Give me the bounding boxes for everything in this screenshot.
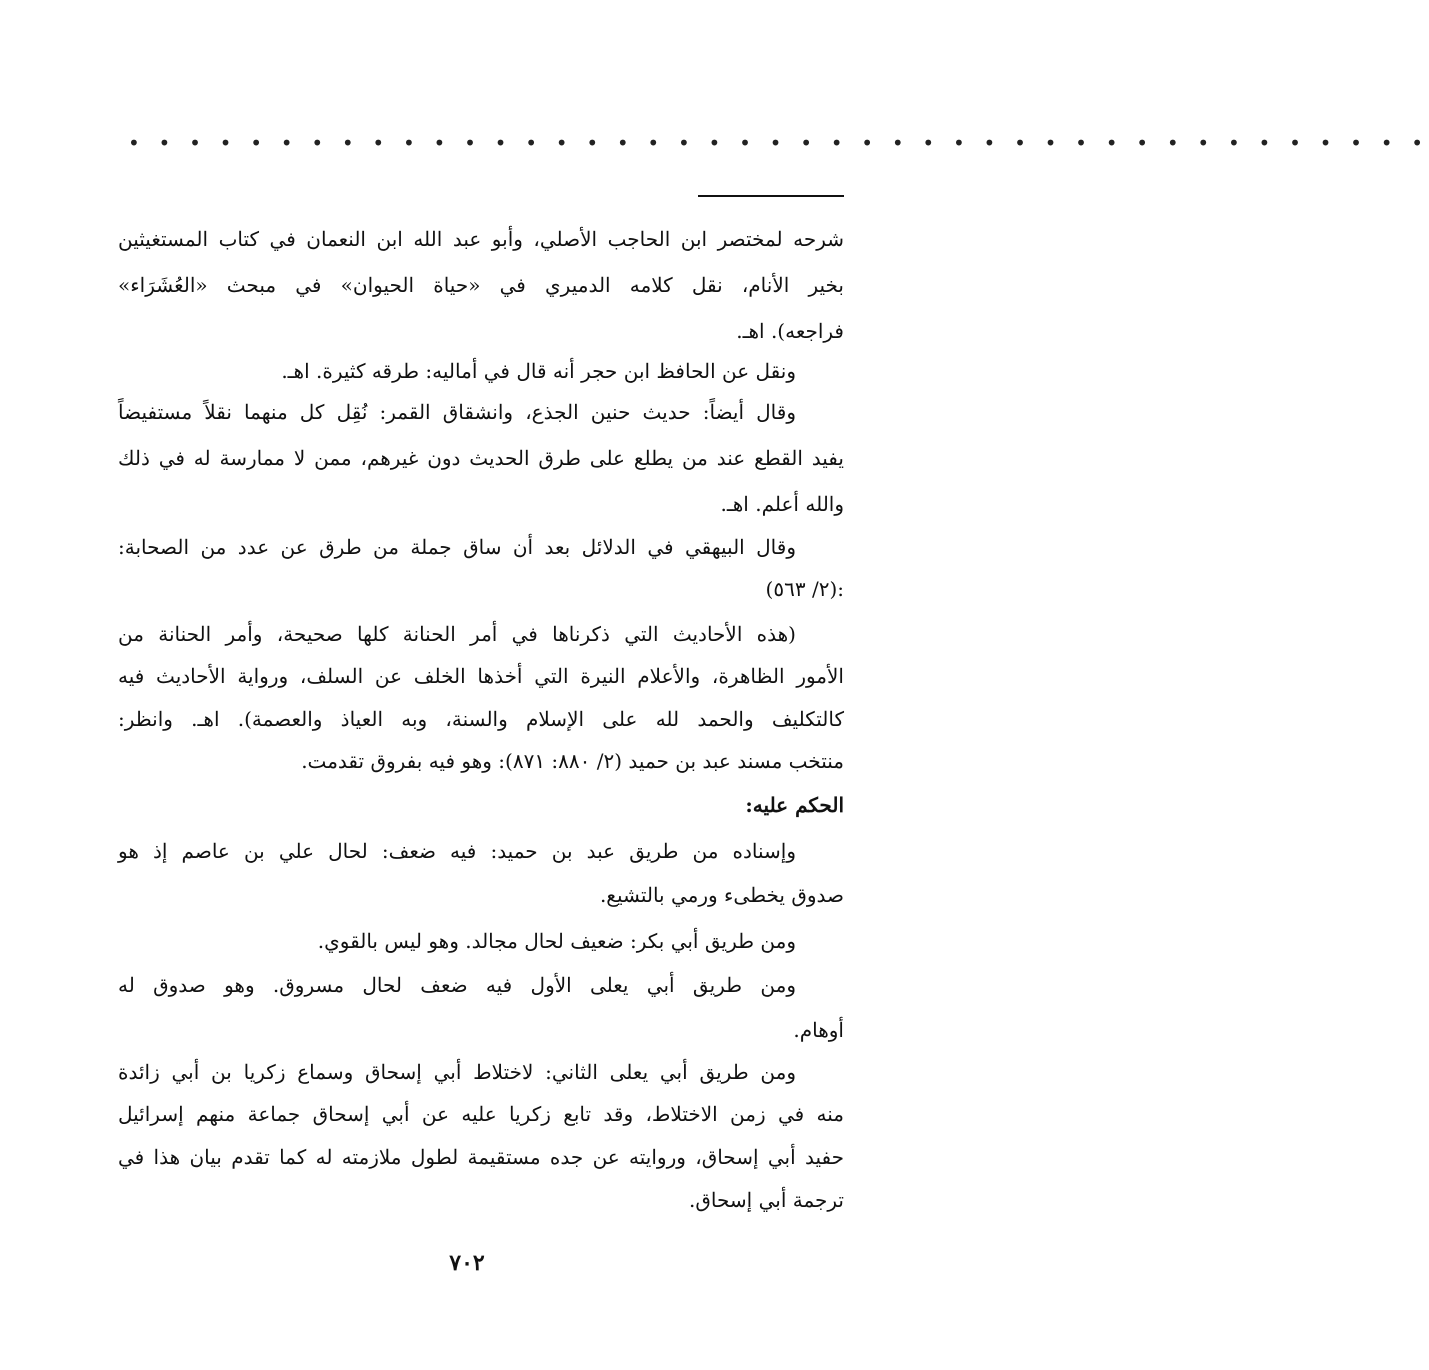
text-line: ومن طريق أبي يعلى الثاني: لاختلاط أبي إسحاق وسماع زكريا بن أبي زائدة xyxy=(118,1060,796,1084)
text-line: الأمور الظاهرة، والأعلام النيرة التي أخذها الخلف عن السلف، ورواية الأحاديث فيه xyxy=(118,664,844,688)
text-line: صدوق يخطىء ورمي بالتشيع. xyxy=(599,883,844,907)
text-line: وقال البيهقي في الدلائل بعد أن ساق جملة من طرق عن عدد من الصحابة: xyxy=(118,535,796,559)
text-line: منتخب مسند عبد بن حميد (٢/ ٨٨٠: ٨٧١): وهو فيه بفروق تقدمت. xyxy=(301,749,844,773)
text-line: حفيد أبي إسحاق، وروايته عن جده مستقيمة لطول ملازمته له كما تقدم بيان هذا في xyxy=(118,1145,844,1169)
text-line: فراجعه). اهـ. xyxy=(736,319,844,343)
text-line: أوهام. xyxy=(793,1018,844,1042)
text-line: ترجمة أبي إسحاق. xyxy=(689,1188,844,1212)
text-line: ومن طريق أبي يعلى الأول فيه ضعف لحال مسروق. وهو صدوق له xyxy=(118,973,796,997)
text-line: وإسناده من طريق عبد بن حميد: فيه ضعف: لحال علي بن عاصم إذ هو xyxy=(118,839,796,863)
text-line: كالتكليف والحمد لله على الإسلام والسنة، وبه العياذ والعصمة). اهـ. وانظر: xyxy=(118,707,844,731)
text-line: (هذه الأحاديث التي ذكرناها في أمر الحنانة كلها صحيحة، وأمر الحنانة من xyxy=(118,622,796,646)
text-line: (٢/ ٥٦٣): xyxy=(765,577,844,601)
text-line: بخير الأنام، نقل كلامه الدميري في «حياة الحيوان» في مبحث «العُشَرَاء» xyxy=(118,273,844,297)
section-heading: الحكم عليه: xyxy=(745,793,844,817)
text-line: شرحه لمختصر ابن الحاجب الأصلي، وأبو عبد الله ابن النعمان في كتاب المستغيثين xyxy=(118,227,844,251)
text-line: يفيد القطع عند من يطلع على طرق الحديث دون غيرهم، ممن لا ممارسة له في ذلك xyxy=(118,446,844,470)
footnote-rule xyxy=(698,195,844,197)
text-line: ونقل عن الحافظ ابن حجر أنه قال في أماليه: طرقه كثيرة. اهـ. xyxy=(281,359,796,383)
page-number: ٧٠٢ xyxy=(449,1250,485,1276)
text-line: ومن طريق أبي بكر: ضعيف لحال مجالد. وهو ليس بالقوي. xyxy=(317,929,796,953)
text-line: وقال أيضاً: حديث حنين الجذع، وانشقاق القمر: نُقِل كل منهما نقلاً مستفيضاً xyxy=(118,400,796,424)
dotted-separator: • • • • • • • • • • • • • • • • • • • • • • • • • • • • • • • • • • • • • • • • • • • xyxy=(128,131,1429,155)
text-line: منه في زمن الاختلاط، وقد تابع زكريا عليه عن أبي إسحاق جماعة منهم إسرائيل xyxy=(118,1102,844,1126)
text-line: والله أعلم. اهـ. xyxy=(720,492,844,516)
